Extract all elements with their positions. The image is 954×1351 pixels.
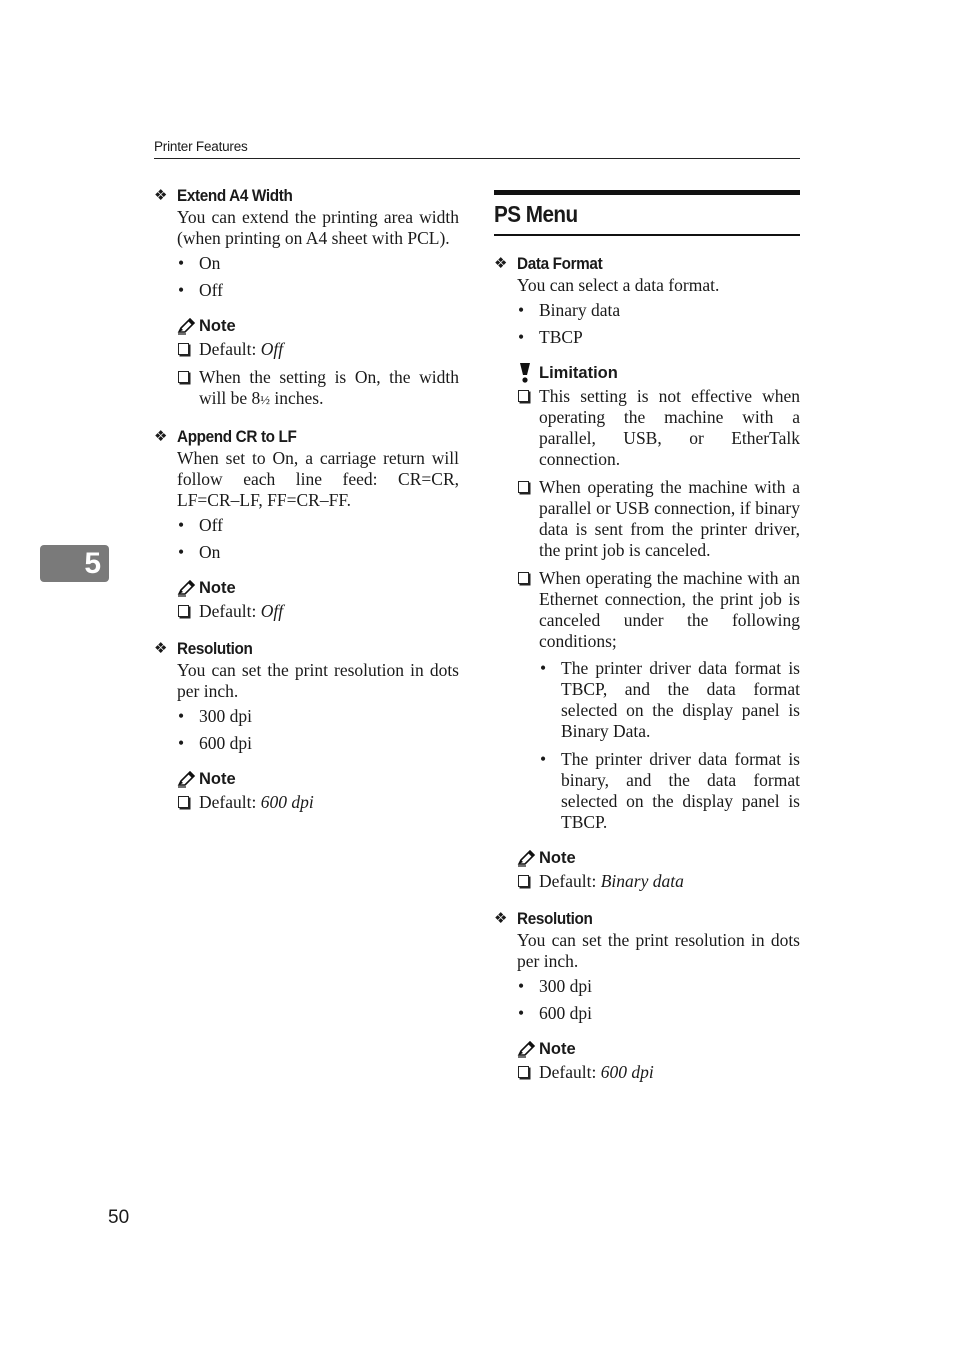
list-item: • 300 dpi: [517, 976, 800, 997]
default-value: 600 dpi: [260, 792, 314, 812]
note-label: Note: [199, 770, 236, 788]
right-column: [494, 190, 800, 1099]
default-prefix: Default:: [199, 601, 261, 621]
note-heading: [517, 1038, 800, 1060]
section-heading: [494, 253, 800, 275]
default-value: Off: [260, 339, 284, 359]
chapter-tab: [40, 545, 109, 582]
default-prefix: Default:: [199, 792, 261, 812]
note-heading: [177, 315, 459, 337]
checkbox-icon: [178, 343, 189, 355]
note-list: [177, 601, 459, 622]
note-heading: [517, 847, 800, 869]
section-append-cr-to-lf: [154, 426, 459, 622]
diamond-icon: ❖: [154, 187, 168, 204]
note-heading: [177, 768, 459, 790]
list-item: • 300 dpi: [177, 706, 459, 727]
limitation-label: Limitation: [539, 364, 618, 382]
note-item: [517, 1062, 800, 1083]
section-extend-a4-width: [154, 185, 459, 410]
section-heading: [154, 185, 459, 207]
note-item: [177, 367, 459, 410]
checkbox-icon: [518, 390, 529, 402]
note-text: When the setting is On, the width will be 8: [199, 367, 459, 408]
note-list: [177, 792, 459, 813]
pencil-icon: [517, 850, 539, 867]
note-heading: [177, 577, 459, 599]
pencil-icon: [177, 771, 199, 788]
note-label: Note: [199, 317, 236, 335]
option-list: [517, 300, 800, 348]
note-list: [177, 339, 459, 410]
option-list: [177, 253, 459, 301]
heading-text: Append CR to LF: [177, 427, 297, 446]
checkbox-icon: [178, 371, 189, 383]
note-text-end: inches.: [270, 388, 324, 408]
left-column: [154, 185, 459, 829]
list-item: • TBCP: [517, 327, 800, 348]
option-list: [517, 976, 800, 1024]
list-item: • Off: [177, 280, 459, 301]
default-value: Off: [260, 601, 284, 621]
section-resolution-right: [494, 908, 800, 1083]
page-title: PS Menu: [494, 201, 578, 227]
condition-list: [539, 658, 800, 833]
note-item: [177, 601, 459, 622]
option-list: [177, 706, 459, 754]
note-list: [517, 1062, 800, 1083]
note-label: Note: [199, 579, 236, 597]
page-number: 50: [108, 1207, 130, 1228]
diamond-icon: ❖: [494, 255, 508, 272]
section-heading: [154, 638, 459, 660]
checkbox-icon: [518, 1066, 529, 1078]
section-data-format: [494, 253, 800, 892]
heading-text: Extend A4 Width: [177, 186, 293, 205]
section-description: You can select a data format.: [517, 275, 720, 295]
limitation-item: When operating the machine with a parallel or USB connection, if binary data is sent from the printer driver, the print job is canceled.: [517, 477, 800, 561]
list-item: • On: [177, 542, 459, 563]
note-item: [177, 339, 459, 360]
header-rule: [154, 158, 800, 159]
checkbox-icon: [178, 796, 189, 808]
default-prefix: Default:: [199, 339, 261, 359]
note-label: Note: [539, 849, 576, 867]
note-item: [177, 792, 459, 813]
heading-text: Resolution: [517, 909, 593, 928]
exclamation-icon: [517, 362, 539, 384]
default-value: Binary data: [600, 871, 684, 891]
chapter-number: 5: [84, 546, 101, 580]
checkbox-icon: [518, 875, 529, 887]
default-prefix: Default:: [539, 1062, 601, 1082]
diamond-icon: ❖: [154, 428, 168, 445]
limitation-heading: [517, 362, 800, 384]
checkbox-icon: [518, 481, 529, 493]
default-value: 600 dpi: [600, 1062, 654, 1082]
limitation-item: When operating the machine with an Ethernet connection, the print job is canceled under the following conditions; • The printer driver data format is TBCP, and the data format selected on the display panel is Binary Data. • The printer driver data format is binary, and the data format selected on the display panel is TBCP.: [517, 568, 800, 833]
list-item: • 600 dpi: [177, 733, 459, 754]
checkbox-icon: [518, 572, 529, 584]
list-item: • Off: [177, 515, 459, 536]
note-item: [517, 871, 800, 892]
diamond-icon: ❖: [154, 640, 168, 657]
default-prefix: Default:: [539, 871, 601, 891]
ps-menu-title-box: [494, 190, 800, 236]
condition-item: • The printer driver data format is binary, and the data format selected on the display panel is TBCP.: [539, 749, 800, 833]
section-resolution-left: [154, 638, 459, 813]
limitation-list: [517, 386, 800, 833]
section-description: You can extend the printing area width (when printing on A4 sheet with PCL).: [177, 207, 459, 248]
note-list: [517, 871, 800, 892]
section-heading: [154, 426, 459, 448]
diamond-icon: ❖: [494, 910, 508, 927]
condition-item: • The printer driver data format is TBCP, and the data format selected on the display panel is Binary Data.: [539, 658, 800, 742]
limitation-item: This setting is not effective when operating the machine with a parallel, USB, or EtherTalk connection.: [517, 386, 800, 470]
section-description: When set to On, a carriage return will follow each line feed: CR=CR, LF=CR–LF, FF=CR–FF.: [177, 448, 459, 510]
option-list: [177, 515, 459, 563]
heading-text: Resolution: [177, 639, 253, 658]
checkbox-icon: [178, 605, 189, 617]
heading-text: Data Format: [517, 254, 603, 273]
section-description: You can set the print resolution in dots per inch.: [517, 930, 800, 971]
section-heading: [494, 908, 800, 930]
note-label: Note: [539, 1040, 576, 1058]
list-item: • 600 dpi: [517, 1003, 800, 1024]
list-item: • Binary data: [517, 300, 800, 321]
pencil-icon: [177, 580, 199, 597]
section-description: You can set the print resolution in dots per inch.: [177, 660, 459, 701]
note-fraction: ½: [260, 392, 270, 407]
pencil-icon: [517, 1041, 539, 1058]
list-item: • On: [177, 253, 459, 274]
running-header: Printer Features: [154, 139, 248, 154]
pencil-icon: [177, 318, 199, 335]
